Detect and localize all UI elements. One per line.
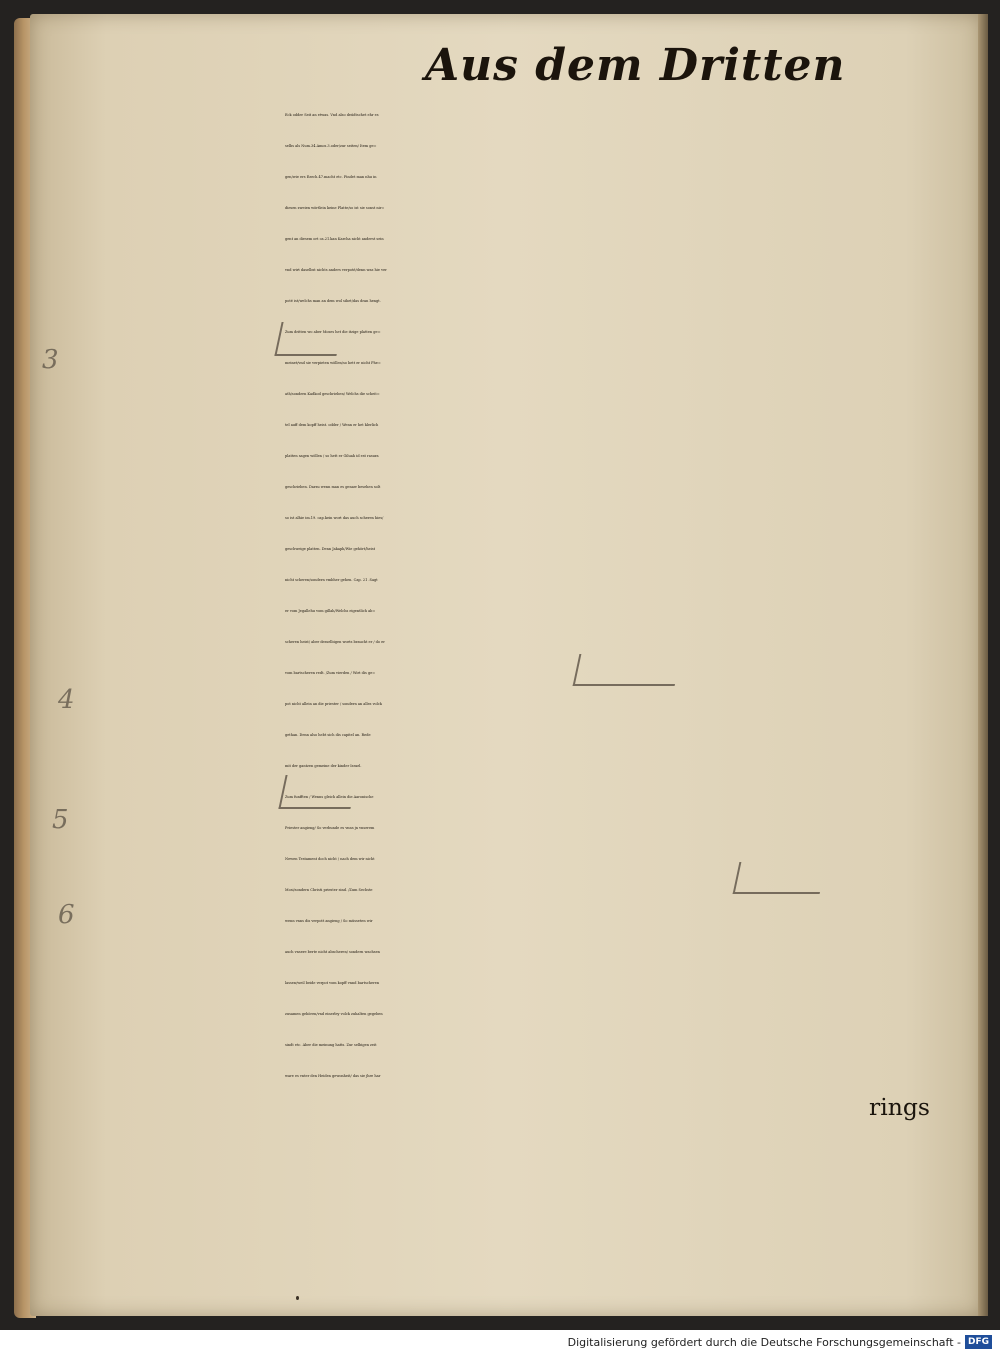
text-line: vnd wirt daselbst nichts anders verpoté/denn was hie ver bbox=[285, 268, 387, 272]
text-line: ath/sondern Kadkod geschrieben/ Welchs die scheit= bbox=[285, 392, 380, 396]
handwritten-bracket bbox=[278, 775, 357, 809]
catchword: rings bbox=[869, 1093, 930, 1121]
text-line: zusamen gehören/vnd einerley volck zuhalten gegeben bbox=[285, 1012, 383, 1016]
text-line: Newen Testament doch nicht / nach dem wir nicht bbox=[285, 857, 375, 861]
handwritten-bracket bbox=[274, 322, 343, 356]
text-line: ware es vnter den Heiden gewonheit/ das sie jhre har bbox=[285, 1074, 381, 1078]
page-heading: Aus dem Dritten bbox=[425, 40, 846, 91]
handwritten-bracket bbox=[733, 862, 827, 894]
text-line: selbs als Num.34.Amos.3.oder/zur seiten/ Item ge= bbox=[285, 144, 377, 148]
text-line: lassen/weil beide verpot vom kopff vnnd bartscheren bbox=[285, 981, 380, 985]
text-line: diesen zweien wörtlein keine Platte/so ist sie sonst nir= bbox=[285, 206, 385, 210]
handwritten-bracket bbox=[573, 654, 682, 686]
text-line: pot nicht allein an die priester / sondern an alles volck bbox=[285, 702, 382, 706]
text-line: poté ist/welchs man an dem wol sihet/das dran hengt. bbox=[285, 299, 381, 303]
credit-text: Digitalisierung gefördert durch die Deutsche Forschungsgemeinschaft - bbox=[567, 1335, 961, 1349]
text-line: vom bartscheren redt. /Zum vierden / Wirt dis ge= bbox=[285, 671, 376, 675]
footer-credit bbox=[568, 1335, 992, 1349]
text-line: Zum funfften / Wenns gleich allein die Aaronische bbox=[285, 795, 374, 799]
text-line: Mosi/sondern Christi priester sind. /Zum Sechste bbox=[285, 888, 373, 892]
dfg-logo: DFG bbox=[965, 1335, 992, 1349]
text-line: sindt etc. Aber die meinung hatts. Zur selbigen zeit bbox=[285, 1043, 377, 1047]
text-line: mit der gantzen gemeine der kinder Israel. bbox=[285, 764, 362, 768]
text-line: so ist alhie im.19. cap.kein wort das auch scheren hies/ bbox=[285, 516, 384, 520]
text-line: geschrieben. Darzu wenn man es genaw besehen solt bbox=[285, 485, 381, 489]
margin-note-3: 3 bbox=[42, 345, 59, 375]
text-line: geschweige platten. Denn Jakaph/Wie gehört/heist bbox=[285, 547, 376, 551]
text-line: auch vnsere berte nicht abscheren/ sondern wachsen bbox=[285, 950, 380, 954]
text-line: scheren heist/ aber desselbigen worts braucht er / do er bbox=[285, 640, 385, 644]
text-line: gent an diesem ort ca.21.kan Karcha nicht anderst sein bbox=[285, 237, 384, 241]
text-line: meinet/vnd sie verpieten wöllen/so hett er nicht Phe= bbox=[285, 361, 381, 365]
margin-note-5: 5 bbox=[52, 805, 69, 835]
text-line: Eck odder Seit an etwas. Vnd also deúdtschet ehr es bbox=[285, 113, 379, 117]
text-line: er vom Jegallehu vom gillah/Welchs eigentlich ab= bbox=[285, 609, 376, 613]
text-line: Priester angieng/ So verbunde es vnns jn vnserem bbox=[285, 826, 375, 830]
page-edge-right bbox=[978, 14, 988, 1316]
body-text bbox=[285, 100, 930, 1123]
text-line: wenn vnns dis verpott angieng / So müsseten wir bbox=[285, 919, 373, 923]
text-line: platten sagen wöllen / so hett er Giluah id est rasura bbox=[285, 454, 379, 458]
text-line: Zum dritten wo aber Moses het die itzige platten ge= bbox=[285, 330, 381, 334]
margin-note-4: 4 bbox=[58, 685, 75, 715]
paper-speck bbox=[296, 1296, 299, 1300]
text-line: gethan. Denn also hebt sich dis capitel an. Rede bbox=[285, 733, 371, 737]
text-line: nicht scheren/sondern vmbher gehen. Cap. 21 .Sagt bbox=[285, 578, 378, 582]
margin-note-6: 6 bbox=[58, 900, 75, 930]
text-line: tel auff dem kopff heist. odder / Wenn er het klerlich bbox=[285, 423, 379, 427]
text-line: gen/wie ers Ezech.47.macht etc. Findet man nhu in bbox=[285, 175, 377, 179]
